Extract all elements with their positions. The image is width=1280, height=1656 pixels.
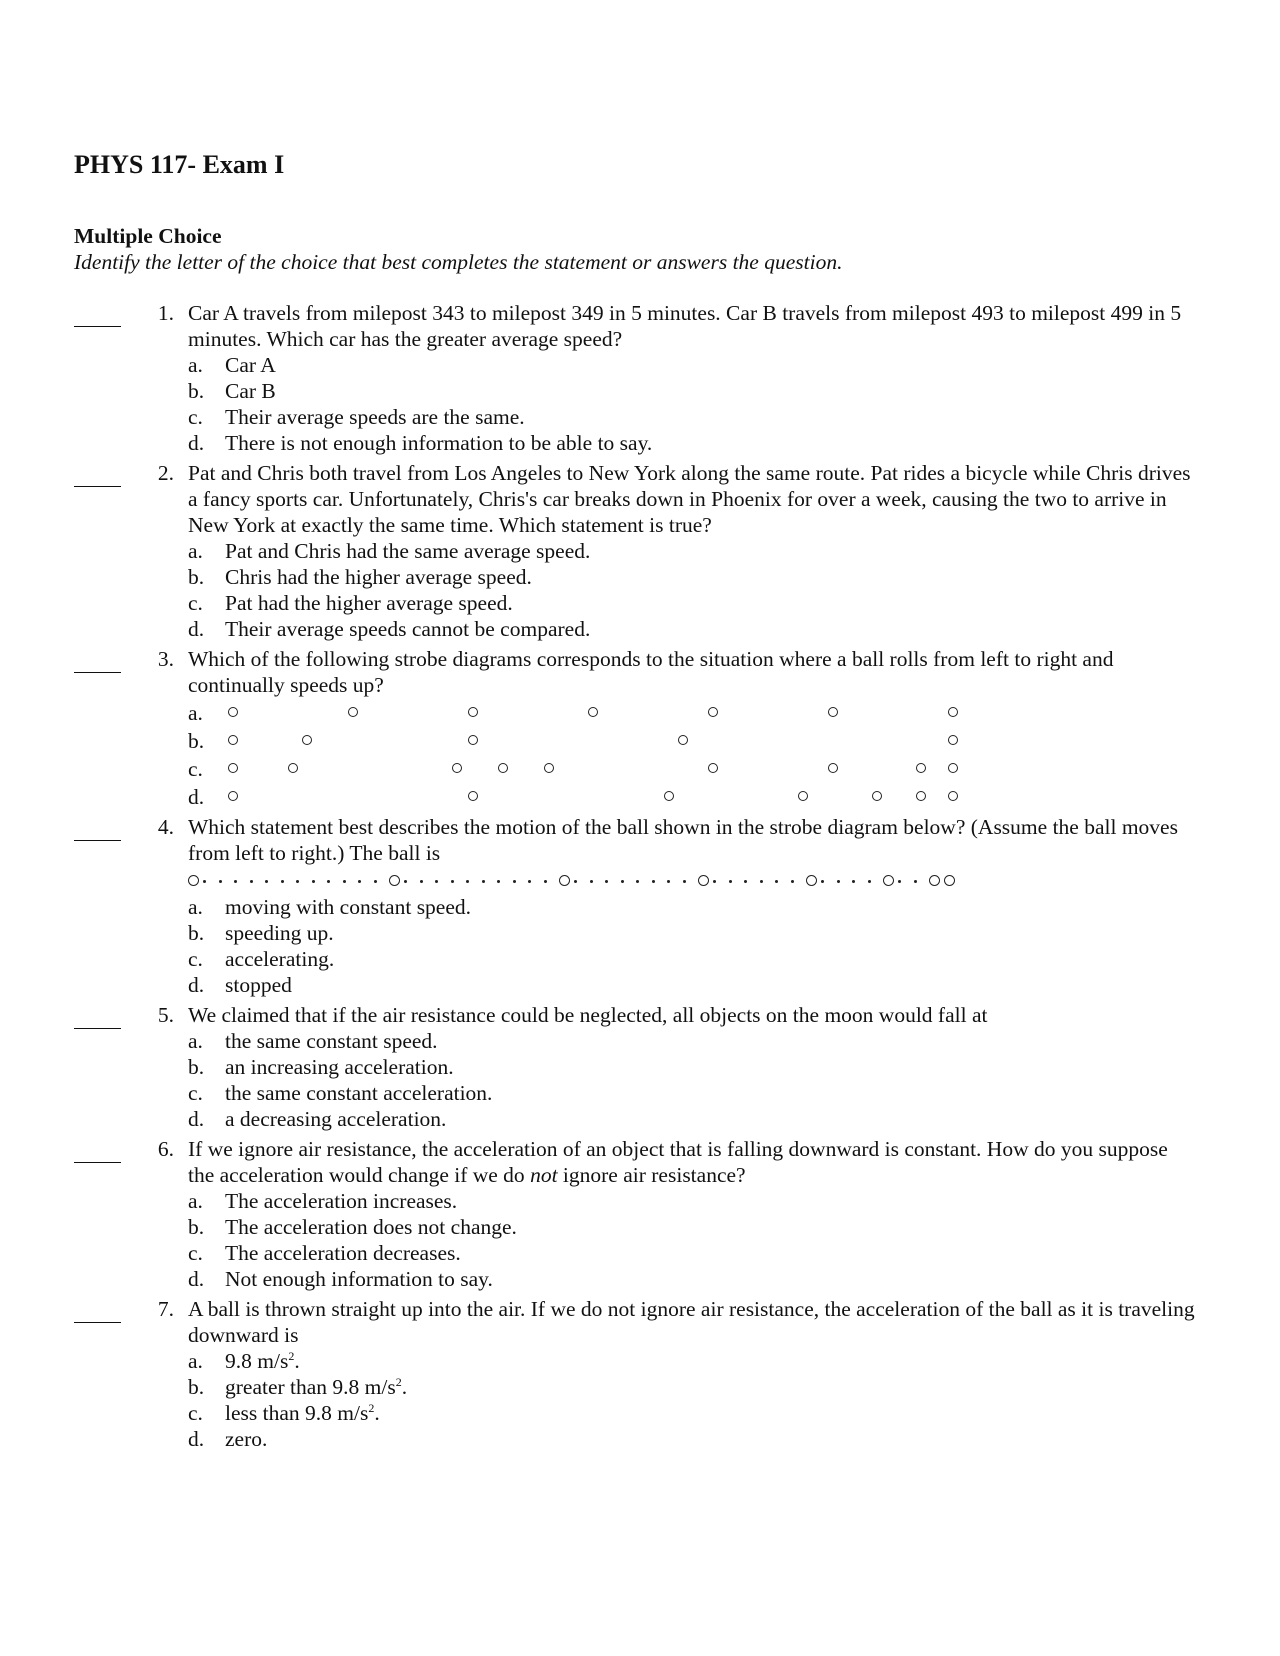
choice-d xyxy=(188,1266,1280,1292)
strobe-ball xyxy=(664,791,674,801)
strobe-dot xyxy=(590,880,593,883)
strobe-ball xyxy=(708,763,718,773)
strobe-dot xyxy=(791,880,794,883)
answer-blank-5[interactable] xyxy=(74,1002,121,1029)
choice-letter: d. xyxy=(188,617,205,641)
strobe-ball xyxy=(468,735,478,745)
question-stem xyxy=(188,1136,1198,1188)
choice-text: an increasing acceleration. xyxy=(225,1055,454,1079)
choice-d xyxy=(188,972,1280,998)
question-list xyxy=(0,300,1280,1456)
strobe-ball xyxy=(916,763,926,773)
choice-c xyxy=(188,1400,1280,1426)
choice-letter: a. xyxy=(188,1349,203,1373)
choice-letter: d. xyxy=(188,1427,205,1451)
choice-letter: c. xyxy=(188,1401,203,1425)
strobe-ball xyxy=(544,763,554,773)
question-number: 5. xyxy=(157,1003,174,1027)
strobe-ball xyxy=(916,791,926,801)
question-number: 6. xyxy=(157,1137,174,1161)
instructions: Identify the letter of the choice that best completes the statement or answers the question. xyxy=(74,250,843,274)
question-4 xyxy=(0,814,1280,998)
strobe-dot xyxy=(898,880,901,883)
strobe-ball xyxy=(468,791,478,801)
strobe-ball xyxy=(348,707,358,717)
choice-letter: a. xyxy=(188,895,203,919)
strobe-dot xyxy=(374,880,377,883)
answer-blank-4[interactable] xyxy=(74,814,121,841)
choice-text: The acceleration increases. xyxy=(225,1189,458,1213)
strobe-dot xyxy=(837,880,840,883)
strobe-ball xyxy=(948,763,958,773)
choice-letter: a. xyxy=(188,1029,203,1053)
strobe-dot xyxy=(265,880,268,883)
strobe-ball xyxy=(228,735,238,745)
choice-letter: d. xyxy=(188,1107,205,1131)
question-number: 1. xyxy=(157,301,174,325)
strobe-dot xyxy=(435,880,438,883)
strobe-diagram-d xyxy=(188,782,1280,810)
strobe-ball xyxy=(948,791,958,801)
strobe-dot xyxy=(281,880,284,883)
strobe-dot xyxy=(219,880,222,883)
choice-letter: b. xyxy=(188,1375,205,1399)
strobe-ball xyxy=(468,707,478,717)
strobe-dot xyxy=(775,880,778,883)
choice-text: zero. xyxy=(225,1427,268,1451)
strobe-dot xyxy=(605,880,608,883)
choice-text: the same constant speed. xyxy=(225,1029,438,1053)
choice-text: The acceleration does not change. xyxy=(225,1215,517,1239)
choice-text: Not enough information to say. xyxy=(225,1267,493,1291)
answer-blank-2[interactable] xyxy=(74,460,121,487)
strobe-dot xyxy=(760,880,763,883)
choice-letter: c. xyxy=(188,591,203,615)
strobe-dot xyxy=(868,880,871,883)
page-title: PHYS 117- Exam I xyxy=(74,150,285,179)
strobe-dot xyxy=(358,880,361,883)
choice-c xyxy=(188,404,1280,430)
strobe-dot xyxy=(852,880,855,883)
choice-letter: a. xyxy=(188,701,203,725)
choice-letter: b. xyxy=(188,1055,205,1079)
strobe-dot xyxy=(652,880,655,883)
strobe-ball xyxy=(288,763,298,773)
strobe-ball xyxy=(828,707,838,717)
question-6 xyxy=(0,1136,1280,1292)
strobe-dot xyxy=(729,880,732,883)
choice-letter: a. xyxy=(188,539,203,563)
strobe-dot xyxy=(451,880,454,883)
choice-text: a decreasing acceleration. xyxy=(225,1107,447,1131)
choice-text: the same constant acceleration. xyxy=(225,1081,493,1105)
strobe-ball xyxy=(228,791,238,801)
choice-d xyxy=(188,430,1280,456)
choice-letter: a. xyxy=(188,1189,203,1213)
choice-text: less than 9.8 $m/s^2$. xyxy=(225,1401,380,1425)
choice-letter: b. xyxy=(188,1215,205,1239)
choice-text: speeding up. xyxy=(225,921,334,945)
question-5 xyxy=(0,1002,1280,1132)
stem-text: ignore air resistance? xyxy=(562,1163,746,1187)
choice-text: Pat and Chris had the same average speed. xyxy=(225,539,591,563)
strobe-ball xyxy=(948,735,958,745)
choice-text: 9.8 $m/s^2$. xyxy=(225,1349,300,1373)
strobe-diagram-a xyxy=(188,698,1280,726)
choice-letter: c. xyxy=(188,1241,203,1265)
strobe-ball xyxy=(944,875,955,886)
strobe-dot xyxy=(343,880,346,883)
strobe-ball xyxy=(498,763,508,773)
choice-text: Their average speeds are the same. xyxy=(225,405,525,429)
question-stem: Car A travels from milepost 343 to milepost 349 in 5 minutes. Car B travels from milepost 493 to milepost 499 in 5 minutes. Which car has the greater average speed? xyxy=(188,301,1182,351)
strobe-diagram-line xyxy=(188,866,1280,894)
strobe-dot xyxy=(513,880,516,883)
question-number: 2. xyxy=(157,461,174,485)
stem-emphasis: not xyxy=(530,1163,558,1187)
choice-c xyxy=(188,1080,1280,1106)
choice-b xyxy=(188,378,1280,404)
strobe-dot xyxy=(821,880,824,883)
strobe-ball xyxy=(389,875,400,886)
choice-d xyxy=(188,1106,1280,1132)
choice-text: accelerating. xyxy=(225,947,335,971)
strobe-ball xyxy=(798,791,808,801)
choice-text: Chris had the higher average speed. xyxy=(225,565,532,589)
strobe-dot xyxy=(404,880,407,883)
question-stem: We claimed that if the air resistance could be neglected, all objects on the moon would fall at xyxy=(188,1003,988,1027)
choice-text: Their average speeds cannot be compared. xyxy=(225,617,591,641)
strobe-dot xyxy=(296,880,299,883)
choice-text: moving with constant speed. xyxy=(225,895,472,919)
strobe-dot xyxy=(327,880,330,883)
answer-blank-1[interactable] xyxy=(74,300,121,327)
choice-a xyxy=(188,1348,1280,1374)
strobe-dot xyxy=(528,880,531,883)
strobe-dot xyxy=(250,880,253,883)
choice-text: The acceleration decreases. xyxy=(225,1241,461,1265)
choice-a xyxy=(188,894,1280,920)
strobe-ball xyxy=(452,763,462,773)
strobe-ball xyxy=(708,707,718,717)
strobe-dot xyxy=(203,880,206,883)
strobe-ball xyxy=(588,707,598,717)
question-number: 3. xyxy=(157,647,174,671)
answer-blank-7[interactable] xyxy=(74,1296,121,1323)
question-1 xyxy=(0,300,1280,456)
choice-letter: b. xyxy=(188,921,205,945)
strobe-ball xyxy=(302,735,312,745)
question-2 xyxy=(0,460,1280,642)
choice-a xyxy=(188,1028,1280,1054)
strobe-diagram-b xyxy=(188,726,1280,754)
strobe-ball xyxy=(698,875,709,886)
choice-d xyxy=(188,1426,1280,1452)
question-stem: Which statement best describes the motion of the ball shown in the strobe diagram below? (Assume the ball moves from left to right.) The ball is xyxy=(188,815,1178,865)
choice-letter: a. xyxy=(188,353,203,377)
strobe-dot xyxy=(744,880,747,883)
question-stem: Which of the following strobe diagrams corresponds to the situation where a ball rolls from left to right and continually speeds up? xyxy=(188,647,1114,697)
choice-text: stopped xyxy=(225,973,292,997)
strobe-dot xyxy=(636,880,639,883)
choice-text: Pat had the higher average speed. xyxy=(225,591,513,615)
strobe-ball xyxy=(828,763,838,773)
strobe-ball xyxy=(872,791,882,801)
choice-letter: b. xyxy=(188,565,205,589)
choice-c xyxy=(188,1240,1280,1266)
strobe-dot xyxy=(544,880,547,883)
strobe-dot xyxy=(420,880,423,883)
question-stem: A ball is thrown straight up into the air. If we do not ignore air resistance, the acceleration of the ball as it is traveling downward is xyxy=(188,1297,1195,1347)
choice-a xyxy=(188,352,1280,378)
question-3 xyxy=(0,646,1280,810)
choice-b xyxy=(188,1214,1280,1240)
question-stem: Pat and Chris both travel from Los Angeles to New York along the same route. Pat rides a bicycle while Chris drives a fancy sports car. Unfortunately, Chris's car breaks down in Phoenix for over a week, causing the two to arrive in New York at exactly the same time. Which statement is true? xyxy=(188,461,1191,537)
question-number: 7. xyxy=(157,1297,174,1321)
strobe-ball xyxy=(948,707,958,717)
choice-letter: d. xyxy=(188,785,205,809)
choice-letter: b. xyxy=(188,379,205,403)
answer-blank-6[interactable] xyxy=(74,1136,121,1163)
stem-text: If we ignore air resistance, the acceleration of an object that is falling downward is constant. How do you suppose the acceleration would change if we do xyxy=(188,1137,1168,1187)
strobe-ball xyxy=(228,763,238,773)
strobe-dot xyxy=(683,880,686,883)
answer-blank-3[interactable] xyxy=(74,646,121,673)
choice-d xyxy=(188,616,1280,642)
strobe-dot xyxy=(497,880,500,883)
choice-b xyxy=(188,920,1280,946)
choice-b xyxy=(188,1374,1280,1400)
strobe-ball xyxy=(678,735,688,745)
strobe-dot xyxy=(574,880,577,883)
choice-letter: c. xyxy=(188,757,203,781)
choice-letter: b. xyxy=(188,729,205,753)
strobe-ball xyxy=(929,875,940,886)
choice-a xyxy=(188,1188,1280,1214)
choice-letter: d. xyxy=(188,1267,205,1291)
choice-b xyxy=(188,1054,1280,1080)
choice-b xyxy=(188,564,1280,590)
question-number: 4. xyxy=(157,815,174,839)
strobe-dot xyxy=(466,880,469,883)
strobe-diagram-c xyxy=(188,754,1280,782)
strobe-dot xyxy=(312,880,315,883)
choice-c xyxy=(188,590,1280,616)
strobe-dot xyxy=(667,880,670,883)
choice-letter: c. xyxy=(188,947,203,971)
question-7 xyxy=(0,1296,1280,1452)
choice-text: Car A xyxy=(225,353,276,377)
choice-c xyxy=(188,946,1280,972)
choice-text: There is not enough information to be able to say. xyxy=(225,431,653,455)
strobe-ball xyxy=(559,875,570,886)
choice-letter: d. xyxy=(188,973,205,997)
strobe-dot xyxy=(234,880,237,883)
choice-a xyxy=(188,538,1280,564)
strobe-ball xyxy=(806,875,817,886)
strobe-dot xyxy=(482,880,485,883)
strobe-dot xyxy=(914,880,917,883)
strobe-ball xyxy=(228,707,238,717)
strobe-ball xyxy=(883,875,894,886)
choice-text: greater than 9.8 $m/s^2$. xyxy=(225,1375,408,1399)
section-title: Multiple Choice xyxy=(74,224,222,248)
strobe-dot xyxy=(713,880,716,883)
choice-letter: c. xyxy=(188,1081,203,1105)
choice-letter: c. xyxy=(188,405,203,429)
strobe-dot xyxy=(621,880,624,883)
choice-letter: d. xyxy=(188,431,205,455)
choice-text: Car B xyxy=(225,379,276,403)
strobe-ball xyxy=(188,875,199,886)
